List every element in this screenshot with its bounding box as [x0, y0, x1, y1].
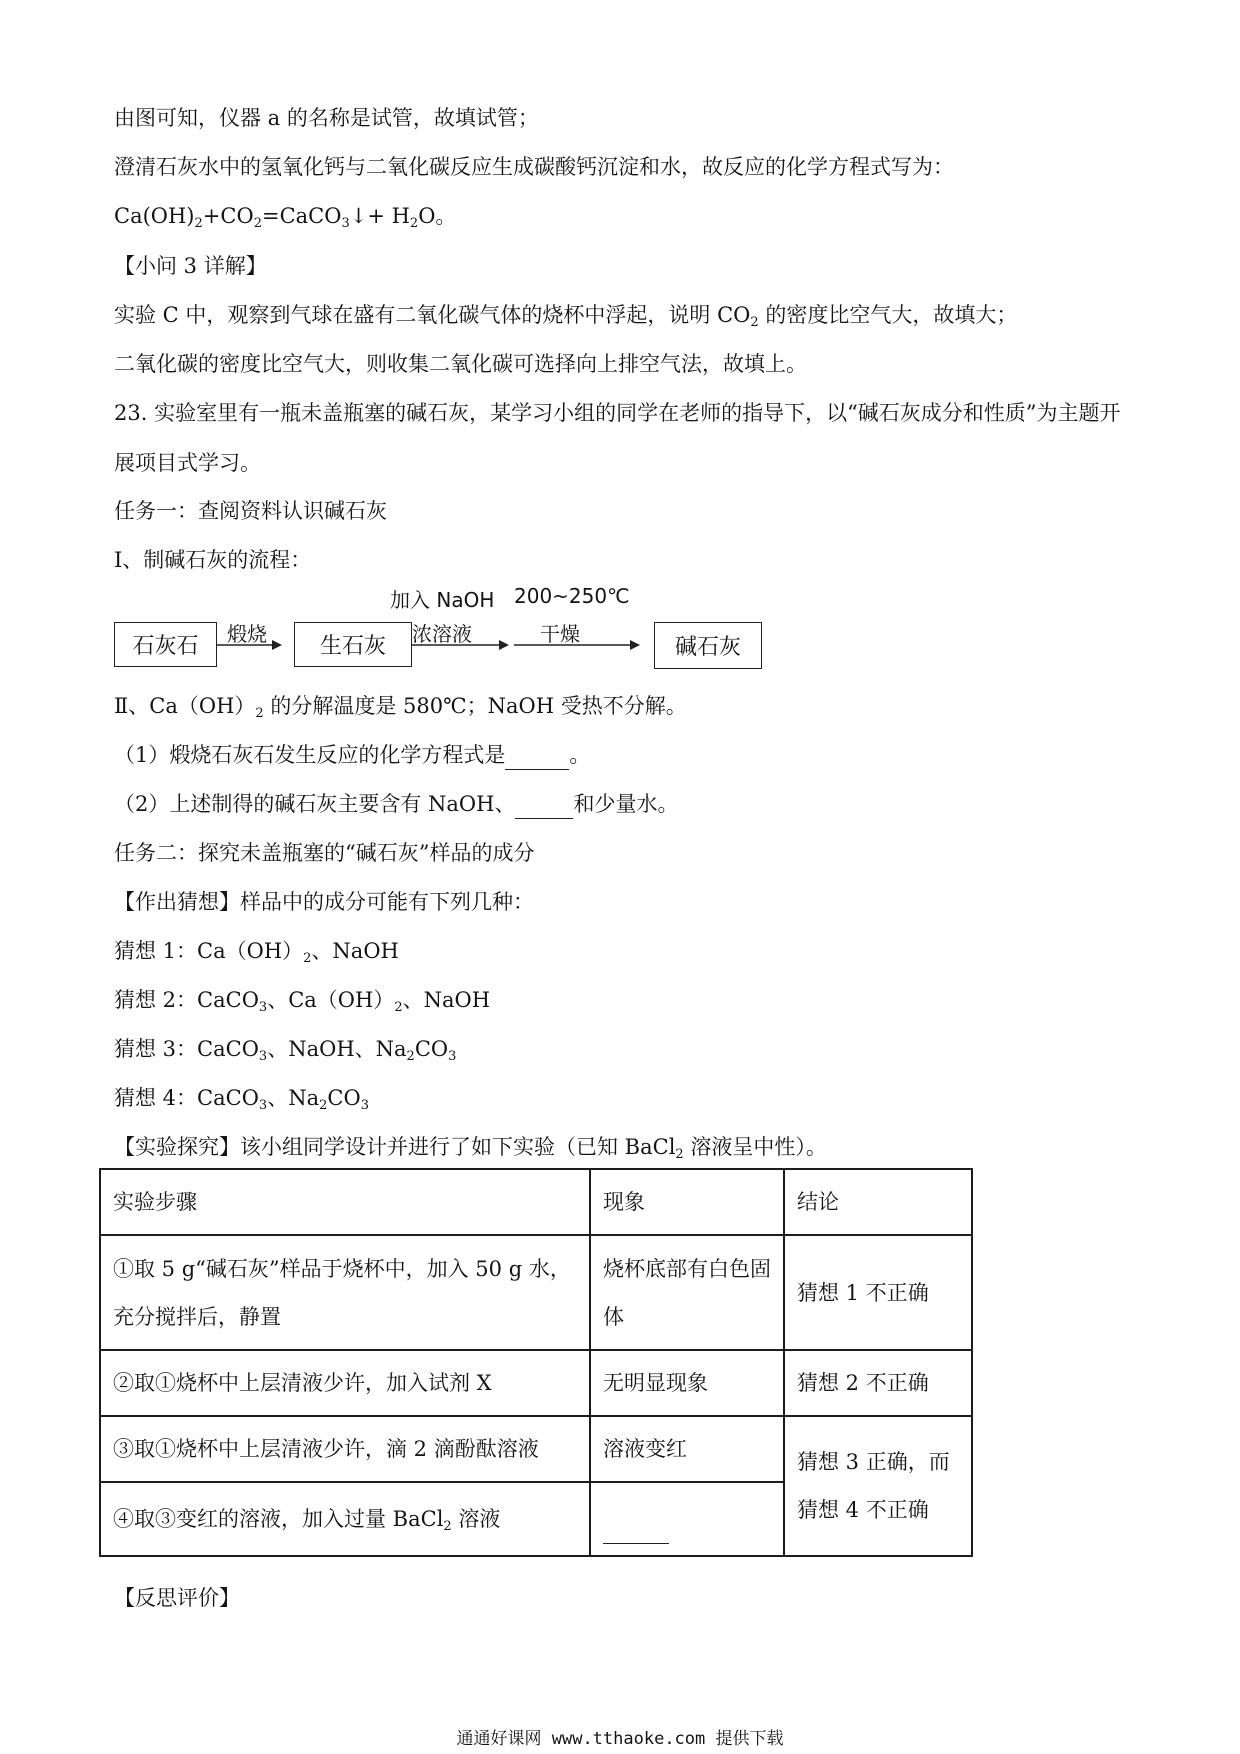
hypothesis-3: 猜想 3：CaCO$_3$、NaOH、$Na_2CO_3$ — [114, 1037, 457, 1064]
step-cell: ③取①烧杯中上层清液少许，滴 2 滴酚酞溶液 — [100, 1416, 590, 1482]
step-cell: ②取①烧杯中上层清液少许，加入试剂 X — [100, 1350, 590, 1416]
table-row — [100, 1235, 972, 1350]
hypothesis-heading: 【作出猜想】样品中的成分可能有下列几种： — [114, 890, 534, 914]
flow-box-limestone: 石灰石 — [114, 622, 217, 667]
page-footer: 通通好课网 www.tthaoke.com 提供下载 — [456, 1729, 784, 1749]
hypothesis-1: 猜想 1：$Ca(OH)_2$、NaOH — [114, 939, 399, 966]
chemical-equation: $Ca(OH)_2+CO_2=CaCO_3↓+ H_2O$。 — [114, 204, 457, 231]
answer-line-1: 由图可知，仪器 a 的名称是试管，故填试管； — [114, 106, 539, 130]
answer-line-5: 实验 C 中，观察到气球在盛有二氧化碳气体的烧杯中浮起，说明 $CO_2$ 的密度比空气大，故填大； — [114, 303, 1018, 330]
question-2: （2）上述制得的碱石灰主要含有 NaOH、 和少量水。 — [114, 790, 678, 819]
question-1: （1）煅烧石灰石发生反应的化学方程式是 。 — [114, 741, 590, 770]
task-two-heading: 任务二：探究未盖瓶塞的“碱石灰”样品的成分 — [114, 841, 535, 865]
phenomenon-cell: 溶液变红 — [590, 1416, 784, 1482]
question-23-stem: 23. 实验室里有一瓶未盖瓶塞的碱石灰，某学习小组的同学在老师的指导下，以“碱石灰成分和性质”为主题开展项目式学习。 — [114, 401, 1121, 475]
conclusion-cell: 猜想 1 不正确 — [784, 1235, 972, 1350]
arrow-label-conc-solution: 浓溶液 — [412, 622, 472, 646]
flow-title: Ⅰ、制碱石灰的流程： — [114, 548, 312, 572]
answer-blank[interactable] — [505, 741, 569, 770]
reflection-heading: 【反思评价】 — [114, 1586, 240, 1610]
conclusion-cell: 猜想 3 正确，而猜想 4 不正确 — [784, 1416, 972, 1556]
task-one-heading: 任务一：查阅资料认识碱石灰 — [114, 499, 387, 523]
experiment-table — [99, 1168, 973, 1557]
table-row — [100, 1416, 972, 1482]
phenomenon-cell: 烧杯底部有白色固体 — [590, 1235, 784, 1350]
answer-line-2: 澄清石灰水中的氢氧化钙与二氧化碳反应生成碳酸钙沉淀和水，故反应的化学方程式写为： — [114, 155, 954, 179]
answer-line-6: 二氧化碳的密度比空气大，则收集二氧化碳可选择向上排空气法，故填上。 — [114, 352, 807, 376]
table-row — [100, 1350, 972, 1416]
hypothesis-2: 猜想 2：CaCO$_3$、$Ca(OH)_2$、NaOH — [114, 988, 491, 1015]
info-line-2: Ⅱ、$Ca(OH)_2$ 的分解温度是 580℃；NaOH 受热不分解。 — [114, 694, 687, 721]
conclusion-cell: 猜想 2 不正确 — [784, 1350, 972, 1416]
process-flow-diagram — [114, 584, 764, 676]
flow-box-soda-lime: 碱石灰 — [654, 622, 762, 669]
table-header-row — [100, 1169, 972, 1235]
hypothesis-4: 猜想 4：CaCO$_3$、$Na_2CO_3$ — [114, 1086, 369, 1113]
arrow-label-calcine: 煅烧 — [227, 622, 267, 646]
answer-blank[interactable] — [603, 1495, 669, 1544]
step-cell: ④取③变红的溶液，加入过量 BaCl$_2$ 溶液 — [100, 1482, 590, 1556]
arrow-label-dry: 干燥 — [540, 622, 580, 646]
phenomenon-cell — [590, 1482, 784, 1556]
flow-box-quicklime: 生石灰 — [294, 622, 412, 667]
experiment-heading: 【实验探究】该小组同学设计并进行了如下实验（已知 BaCl$_2$ 溶液呈中性）。 — [114, 1135, 827, 1162]
step-cell: ①取 5 g“碱石灰”样品于烧杯中，加入 50 g 水，充分搅拌后，静置 — [100, 1235, 590, 1350]
phenomenon-cell: 无明显现象 — [590, 1350, 784, 1416]
header-conclusion: 结论 — [784, 1169, 972, 1235]
header-phenomenon: 现象 — [590, 1169, 784, 1235]
section-heading-q3: 【小问 3 详解】 — [114, 254, 267, 278]
arrow-label-add-naoh: 加入 NaOH — [390, 588, 495, 612]
header-steps: 实验步骤 — [100, 1169, 590, 1235]
arrow-label-temperature: 200~250℃ — [514, 584, 630, 608]
answer-blank[interactable] — [515, 790, 573, 819]
